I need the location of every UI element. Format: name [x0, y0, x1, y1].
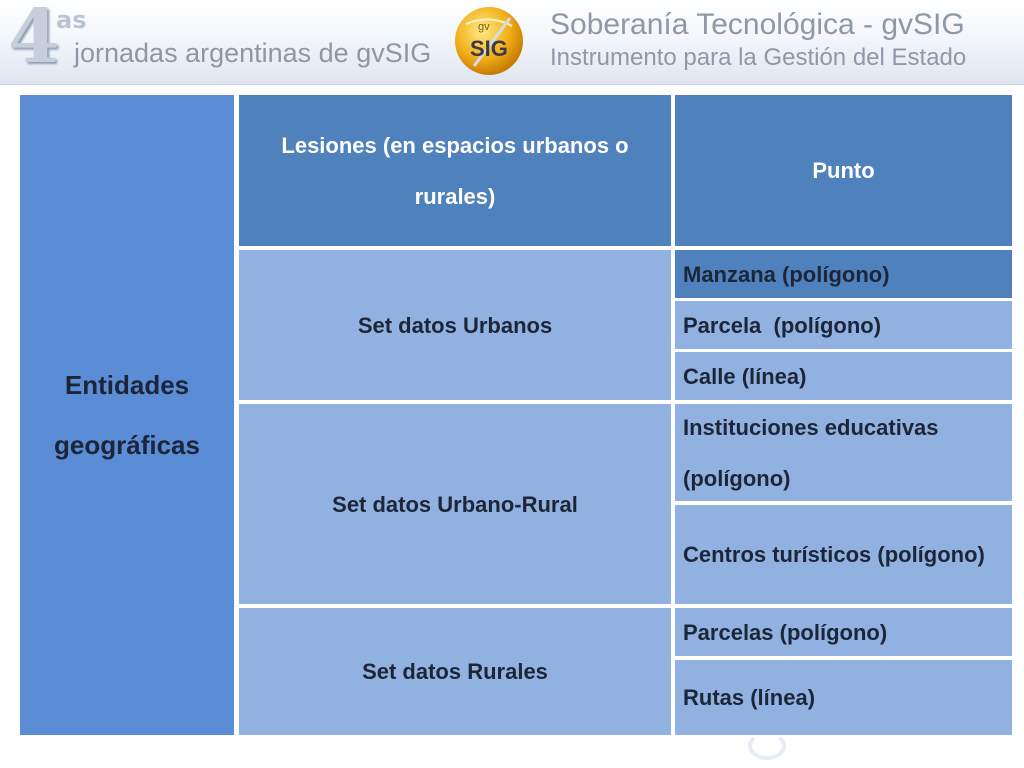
item-cell: Centros turísticos (polígono): [675, 505, 1012, 604]
item-cell: Rutas (línea): [675, 660, 1012, 735]
decorative-mark: [748, 732, 786, 760]
header-banner: [0, 0, 1024, 85]
item-cell: Calle (línea): [675, 352, 1012, 400]
gvsig-logo: [452, 4, 526, 78]
group-name-cell: Set datos Urbanos: [239, 250, 671, 400]
logo-text: SIG: [470, 36, 508, 61]
page-subtitle: Instrumento para la Gestión del Estado: [550, 44, 967, 71]
event-number: 4: [8, 0, 60, 80]
item-cell: Parcelas (polígono): [675, 608, 1012, 656]
event-number-superscript: as: [56, 6, 87, 34]
page-title: Soberanía Tecnológica - gvSIG: [550, 8, 965, 41]
group-name-cell: Set datos Rurales: [239, 608, 671, 735]
header-right-cell: Punto: [675, 95, 1012, 246]
group-name-cell: Set datos Urbano-Rural: [239, 404, 671, 604]
event-name: jornadas argentinas de gvSIG: [74, 38, 432, 68]
item-cell: Parcela (polígono): [675, 301, 1012, 349]
logo-small-text: gv: [478, 21, 490, 33]
category-cell: Entidades geográficas: [20, 95, 234, 735]
item-cell: Instituciones educativas (polígono): [675, 404, 1012, 501]
item-cell: Manzana (polígono): [675, 250, 1012, 298]
header-left-cell: Lesiones (en espacios urbanos o rurales): [239, 95, 671, 246]
